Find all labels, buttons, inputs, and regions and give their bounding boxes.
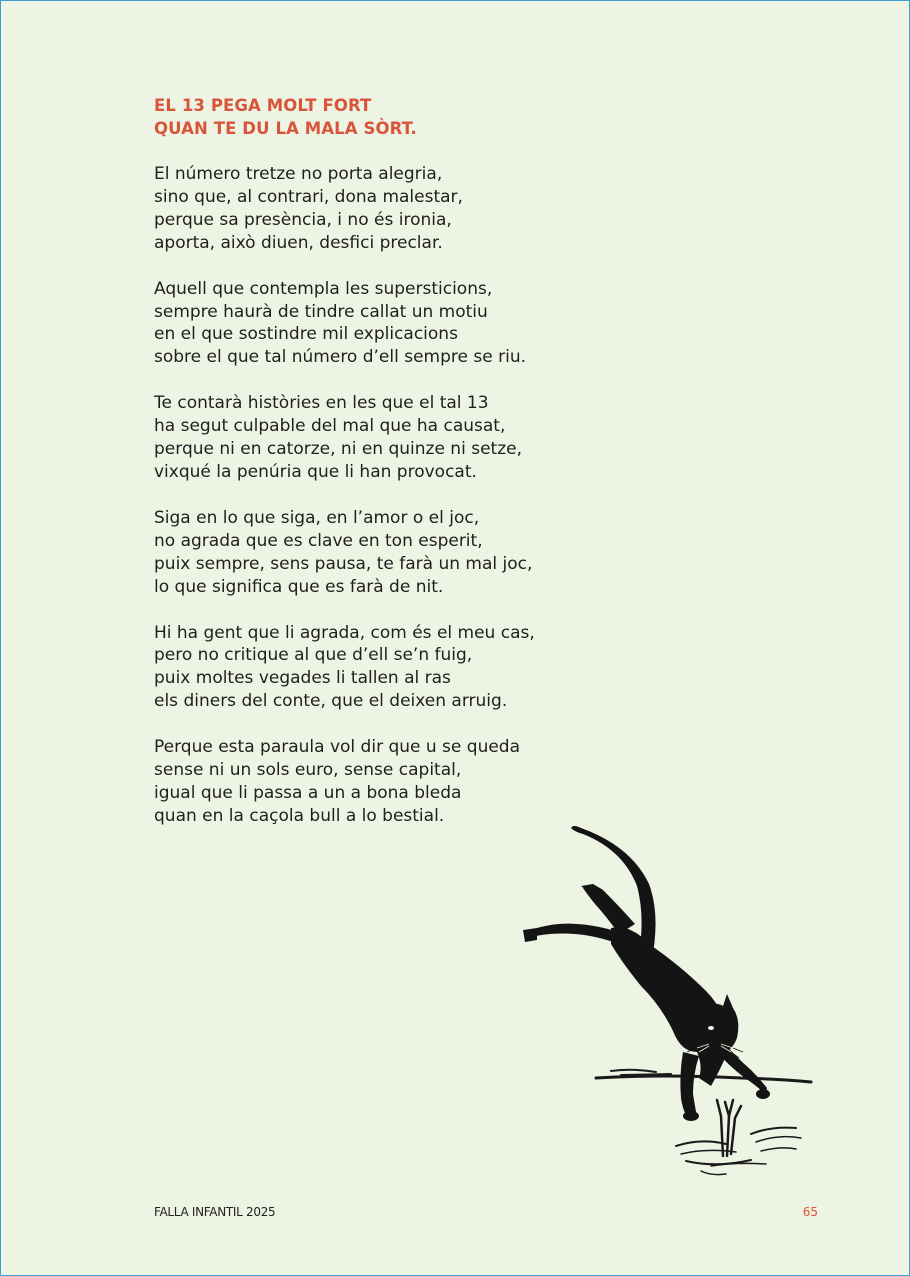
verse-line: Te contarà històries en les que el tal 13: [154, 393, 489, 414]
verse-line: aporta, això diuen, desfici preclar.: [154, 232, 443, 253]
verse-line: lo que significa que es farà de nit.: [154, 576, 444, 597]
stanza-3: [154, 392, 535, 484]
verse-line: en el que sostindre mil explicacions: [154, 324, 458, 345]
verse-line: pero no critique al que d’ell se’n fuig,: [154, 645, 473, 666]
verse-line: Perque esta paraula vol dir que u se queda: [154, 737, 521, 758]
poem-title-line-1: EL 13 PEGA MOLT FORT: [154, 96, 372, 115]
verse-line: perque ni en catorze, ni en quinze ni setze,: [154, 439, 522, 460]
stanza-5: [154, 622, 535, 714]
verse-line: sino que, al contrari, dona malestar,: [154, 186, 463, 207]
poem-title: [154, 94, 417, 140]
verse-line: sobre el que tal número d’ell sempre se riu.: [154, 347, 526, 368]
stanza-6: [154, 736, 535, 828]
stanza-2: [154, 278, 535, 370]
verse-line: ha segut culpable del mal que ha causat,: [154, 416, 506, 437]
verse-line: perque sa presència, i no és ironia,: [154, 209, 452, 230]
verse-line: Siga en lo que siga, en l’amor o el joc,: [154, 507, 480, 528]
verse-line: Hi ha gent que li agrada, com és el meu cas,: [154, 622, 535, 643]
verse-line: El número tretze no porta alegria,: [154, 164, 443, 184]
verse-line: sense ni un sols euro, sense capital,: [154, 760, 462, 781]
verse-line: els diners del conte, que el deixen arruig.: [154, 691, 508, 712]
footer-publication: FALLA INFANTIL 2025: [154, 1205, 276, 1219]
black-cat-jumping-illustration: [511, 816, 831, 1186]
page-number: 65: [802, 1205, 818, 1219]
verse-line: Aquell que contempla les supersticions,: [154, 278, 493, 299]
verse-line: quan en la caçola bull a lo bestial.: [154, 805, 445, 826]
poem-title-line-2: QUAN TE DU LA MALA SÒRT.: [154, 119, 417, 138]
stanza-4: [154, 507, 535, 599]
poem-body: [154, 163, 535, 851]
verse-line: no agrada que es clave en ton esperit,: [154, 530, 483, 551]
verse-line: puix moltes vegades li tallen al ras: [154, 668, 451, 689]
verse-line: vixqué la penúria que li han provocat.: [154, 461, 477, 482]
verse-line: sempre haurà de tindre callat un motiu: [154, 301, 488, 322]
verse-line: igual que li passa a un a bona bleda: [154, 782, 462, 803]
verse-line: puix sempre, sens pausa, te farà un mal joc,: [154, 553, 533, 574]
stanza-1: [154, 163, 535, 255]
